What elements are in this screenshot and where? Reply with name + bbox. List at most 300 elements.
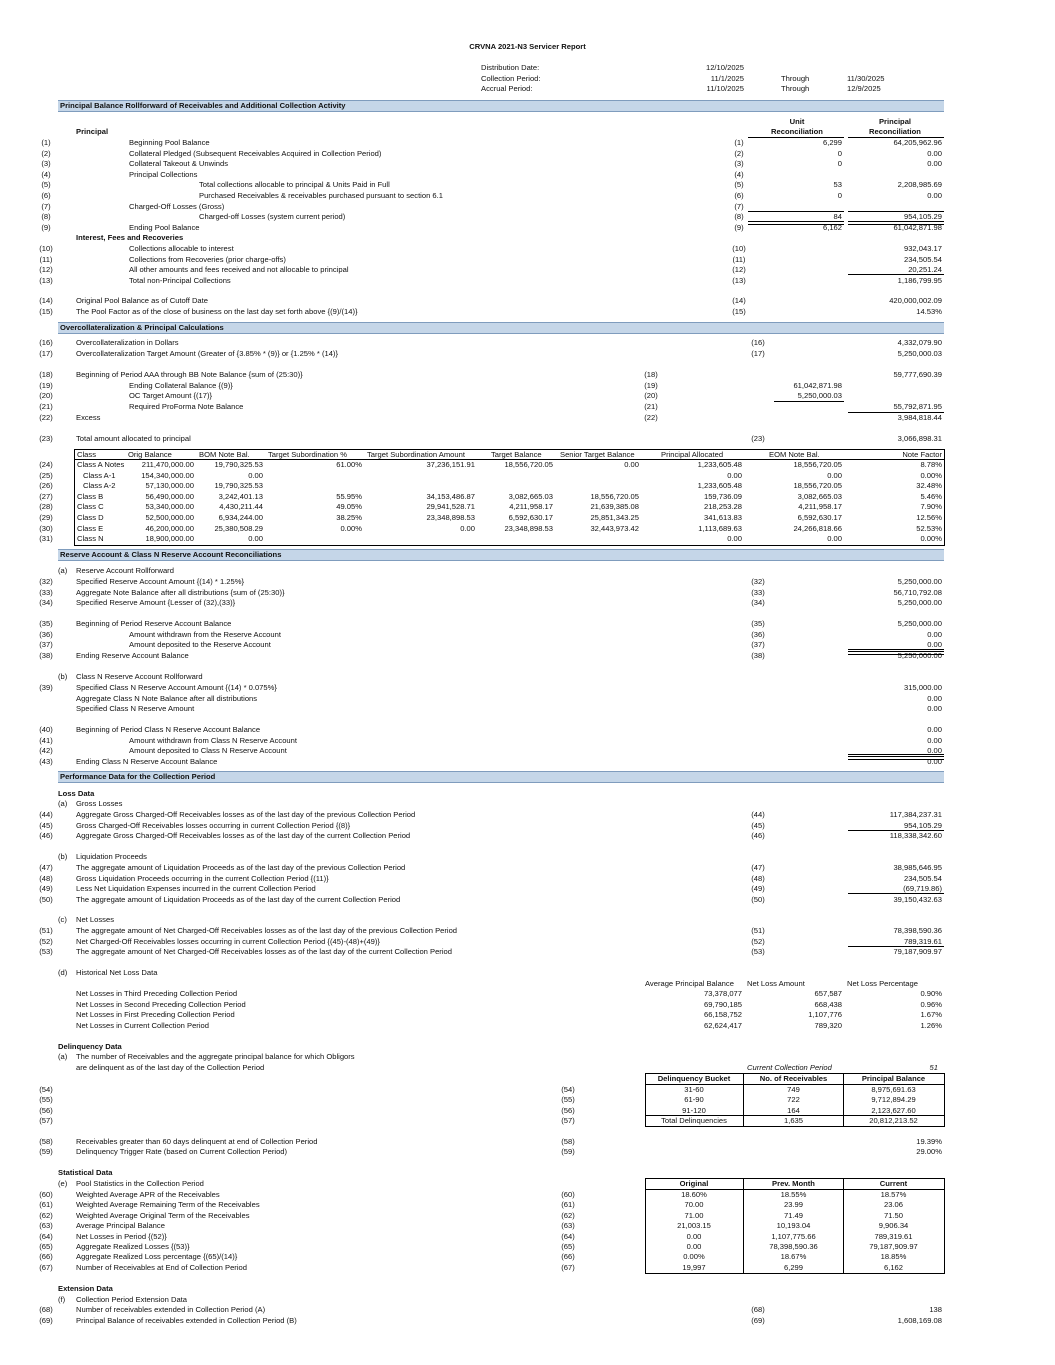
pool-row-label: The Pool Factor as of the close of business on the last day set forth above {(9)/(14)} [76,306,358,316]
row-number: (13) [39,275,53,285]
class-bom: 4,430,211.44 [219,502,263,512]
row-ref-number: (6) [734,191,744,200]
delinquency-count: 164 [787,1105,800,1115]
class-name: Class B [77,491,104,501]
row-ref-number: (56) [561,1105,575,1115]
accrual-period-start: 11/10/2025 [706,84,744,93]
row-ref-number: (65) [561,1242,575,1251]
unit-value: 84 [833,212,842,222]
gross-loss-label: Aggregate Gross Charged-Off Receivables losses as of the last day of the current Collection Period [76,831,411,841]
stats-row-label: Weighted Average Original Term of the Receivables [76,1210,250,1220]
row-ref-number: (48) [751,873,765,883]
stats-original: 21,003.15 [677,1221,711,1231]
delinquency-rate: 19.39% [916,1137,942,1146]
net-loss-amount: 789,319.61 [903,936,942,946]
class-pa: 1,233,605.48 [697,460,742,469]
class-n-row-label: Ending Class N Reserve Account Balance [76,756,218,766]
row-number: (20) [39,391,53,400]
hist-net-loss-pct: 0.90% [920,989,942,998]
class-n-amount: 0.00 [927,704,942,714]
class-n-amount: 0.00 [927,693,942,703]
liquidation-label: The aggregate amount of Liquidation Proceeds as of the last day of the current Collection Period [76,894,401,904]
row-ref-number: (13) [732,275,746,285]
principal-reconciliation-header: Principal [878,117,912,126]
hist-net-loss: 1,107,776 [808,1010,842,1020]
stats-original: 0.00% [683,1252,705,1262]
class-bom: 0.00 [248,470,263,480]
row-ref-number: (35) [751,619,765,628]
class-table-header: Note Factor [902,450,942,459]
row-number: (5) [41,180,51,190]
row-ref-number: (50) [751,894,765,904]
stats-prev-month: 71.49 [783,1210,803,1220]
hist-header: Net Loss Percentage [847,979,918,988]
stats-header: Current [879,1179,908,1188]
row-ref-number: (5) [734,180,744,190]
class-nf: 12.56% [916,513,942,522]
stats-row-label: Average Principal Balance [76,1221,165,1231]
loss-data-heading: Loss Data [58,789,95,798]
stats-original: 70.00 [684,1200,704,1210]
class-pa: 218,253.28 [703,502,742,512]
class-eom: 0.00 [827,470,842,480]
delinquency-balance: 8,975,691.63 [871,1085,916,1094]
principal-row-label: Total collections allocable to principal & Units Paid in Full [199,180,390,190]
row-ref-number: (37) [751,640,765,650]
stats-prev-month: 23.99 [783,1200,803,1210]
pool-row-label: Original Pool Balance as of Cutoff Date [76,296,208,305]
interest-fees-heading: Interest, Fees and Recoveries [76,233,184,242]
delinquency-header: Principal Balance [861,1074,926,1083]
row-number: (38) [39,650,53,660]
extension-data-heading: Extension Data [58,1284,113,1293]
hist-net-loss-pct: 1.26% [920,1020,942,1030]
class-tb: 3,082,665.03 [508,491,553,501]
row-number: (51) [39,926,53,935]
stats-original: 0.00 [686,1231,702,1241]
row-ref-number: (44) [751,810,765,819]
class-name: Class N [77,534,104,544]
interest-row-label: Collections allocable to interest [129,244,234,253]
principal-row-label: Charged-Off Losses (Gross) [129,201,225,211]
subsection-heading: Gross Losses [76,799,123,808]
liquidation-amount: (69,719.86) [903,884,942,894]
row-ref-number: (22) [644,413,658,422]
row-number: (34) [39,598,53,608]
row-number: (16) [39,338,53,347]
row-number: (63) [39,1221,53,1231]
row-number: (6) [41,191,51,200]
row-ref-number: (67) [561,1262,575,1272]
row-number: (52) [39,936,53,946]
reserve-amount: 0.00 [927,640,942,650]
extension-amount: 138 [929,1305,942,1314]
row-ref-number: (11) [732,254,746,264]
stats-current: 71.50 [883,1210,903,1220]
stats-row-label: Weighted Average Remaining Term of the Receivables [76,1200,260,1210]
row-ref-number: (60) [561,1190,575,1199]
extension-amount: 1,608,169.08 [897,1315,942,1325]
row-ref-number: (18) [644,370,658,379]
class-n-row-label: Aggregate Class N Note Balance after all distributions [76,693,258,703]
interest-row-label: All other amounts and fees received and not allocable to principal [129,265,349,275]
row-number: (60) [39,1190,53,1199]
row-number: (21) [39,402,53,411]
delinquency-row-label: Receivables greater than 60 days delinquent at end of Collection Period [76,1137,318,1146]
stats-prev-month: 18.55% [780,1190,807,1199]
class-tsp: 55.95% [336,491,362,501]
row-ref-number: (21) [644,402,658,411]
stats-current: 18.57% [880,1190,907,1199]
row-ref-number: (62) [561,1210,575,1220]
row-number: (35) [39,619,53,628]
principal-heading: Principal [76,127,109,136]
class-stb: 0.00 [624,460,639,469]
subsection-heading: Historical Net Loss Data [76,968,158,977]
oc-row-label: OC Target Amount {(17)} [129,391,213,400]
row-number: (50) [39,894,53,904]
accrual-period-label: Accrual Period: [481,84,533,93]
subsection-label: (e) [58,1179,68,1188]
stats-header: Prev. Month [772,1179,815,1188]
gross-loss-label: Gross Charged-Off Receivables losses occurring in current Collection Period {(8)} [76,820,351,830]
class-tb: 23,348,898.53 [504,523,553,533]
class-name: Class A-2 [83,481,116,491]
stats-original: 0.00 [686,1242,702,1251]
row-number: (62) [39,1210,53,1220]
hist-header: Net Loss Amount [747,979,805,988]
net-loss-label: The aggregate amount of Net Charged-Off Receivables losses as of the last day of the current Collection Period [76,947,452,957]
distribution-date-label: Distribution Date: [481,63,540,72]
class-n-row-label: Amount withdrawn from Class N Reserve Account [129,735,297,745]
row-ref-number: (38) [751,650,765,660]
oc-row-label: Ending Collateral Balance {(9)} [129,381,233,390]
oc-amount: 59,777,690.39 [893,370,942,379]
delinquency-description: are delinquent as of the last day of the Collection Period [76,1063,265,1072]
row-number: (19) [39,381,53,390]
subsection-heading: Reserve Account Rollforward [76,566,174,575]
stats-prev-month: 1,107,775.66 [771,1231,816,1241]
row-ref-number: (2) [734,148,744,158]
hist-row-label: Net Losses in Current Collection Period [76,1020,209,1030]
section-header-overcollateralization: Overcollateralization & Principal Calculations [58,322,944,334]
class-table-header: Target Balance [491,450,542,459]
row-ref-number: (55) [561,1095,575,1105]
principal-amount: 954,105.29 [903,212,942,222]
oc-row-label: Beginning of Period AAA through BB Note Balance {sum of (25:30)} [76,370,303,379]
reserve-row-label: Specified Reserve Account Amount {(14) * 1.25%} [76,577,245,586]
row-number: (61) [39,1200,53,1210]
delinquency-count: 749 [787,1085,800,1094]
row-ref-number: (36) [751,629,765,639]
collection-period-end: 11/30/2025 [847,74,885,83]
hist-avg-principal: 62,624,417 [703,1020,742,1030]
class-eom: 3,082,665.03 [797,491,842,501]
reserve-row-label: Beginning of Period Reserve Account Balance [76,619,232,628]
row-ref-number: (16) [751,338,765,347]
interest-row-label: Collections from Recoveries (prior charge-offs) [129,254,286,264]
row-ref-number: (57) [561,1116,575,1126]
oc-row-label: Total amount allocated to principal [76,434,191,443]
net-loss-amount: 79,187,909.97 [893,947,942,957]
principal-row-label: Purchased Receivables & receivables purchased pursuant to section 6.1 [199,191,443,200]
hist-avg-principal: 69,790,185 [703,999,742,1009]
net-loss-amount: 78,398,590.36 [893,926,942,935]
row-number: (59) [39,1147,53,1156]
row-number: (29) [39,513,53,522]
orig-balance: 46,200,000.00 [145,523,194,533]
row-ref-number: (17) [751,348,765,358]
class-eom: 4,211,958.17 [798,502,842,512]
row-number: (26) [39,481,53,491]
class-bom: 19,790,325.53 [214,481,263,491]
class-n-amount: 315,000.00 [903,683,942,692]
section-header-principal-rollforward: Principal Balance Rollforward of Receivables and Additional Collection Activity [58,100,944,112]
class-table-header: BOM Note Bal. [199,450,250,459]
row-ref-number: (61) [561,1200,575,1210]
class-bom: 19,790,325.53 [214,460,263,469]
delinquency-heading: Delinquency Data [58,1042,122,1051]
delinquency-bucket: Total Delinquencies [661,1116,727,1126]
row-ref-number: (3) [734,159,744,169]
unit-reconciliation-header: Reconciliation [771,127,823,136]
principal-row-label: Charged-off Losses (system current period) [199,212,346,222]
row-ref-number: (14) [732,296,746,305]
row-number: (4) [41,169,51,179]
interest-row-label: Total non-Principal Collections [129,275,231,285]
class-name: Class A Notes [77,460,125,469]
subsection-label: (b) [58,852,68,861]
row-number: (22) [39,413,53,422]
row-ref-number: (51) [751,926,765,935]
class-pa: 1,233,605.48 [697,481,742,491]
subsection-label: (c) [58,915,67,924]
hist-net-loss-pct: 1.67% [920,1010,942,1020]
row-number: (66) [39,1252,53,1262]
liquidation-label: The aggregate amount of Liquidation Proceeds as of the last day of the previous Collection Period [76,863,406,872]
class-pa: 1,113,689.63 [698,523,742,533]
stats-original: 71.00 [684,1210,704,1220]
class-bom: 6,934,244.00 [218,513,263,522]
extension-row-label: Number of receivables extended in Collection Period (A) [76,1305,266,1314]
principal-amount: 0.00 [927,191,942,200]
class-eom: 0.00 [827,534,842,544]
class-tb: 6,592,630.17 [508,513,553,522]
row-number: (64) [39,1231,53,1241]
subsection-label: (a) [58,799,68,808]
interest-amount: 932,043.17 [903,244,942,253]
liquidation-amount: 39,150,432.63 [893,894,942,904]
hist-row-label: Net Losses in Third Preceding Collection Period [76,989,238,998]
class-tsp: 0.00% [340,523,362,533]
delinquency-header: Delinquency Bucket [657,1074,731,1083]
liquidation-label: Gross Liquidation Proceeds occurring in the current Collection Period {(11)} [76,873,329,883]
unit-value: 0 [837,148,842,158]
row-number: (14) [39,296,53,305]
delinquency-bucket: 31-60 [684,1085,704,1094]
unit-value: 6,162 [822,222,842,232]
row-number: (27) [39,491,53,501]
row-ref-number: (64) [561,1231,575,1241]
pool-amount: 14.53% [916,306,942,316]
class-tb: 18,556,720.05 [504,460,553,469]
reserve-row-label: Amount withdrawn from the Reserve Account [129,629,281,639]
class-eom: 18,556,720.05 [793,460,842,469]
row-number: (11) [39,254,53,264]
principal-amount: 64,205,962.96 [893,138,942,147]
row-number: (47) [39,863,53,872]
stats-row-label: Weighted Average APR of the Receivables [76,1190,220,1199]
class-n-amount: 0.00 [927,756,942,766]
stats-header: Original [679,1179,709,1188]
section-header-performance-data: Performance Data for the Collection Period [58,771,944,783]
row-number: (8) [41,212,51,222]
stats-original: 19,997 [682,1262,706,1272]
delinquency-count: 722 [787,1095,800,1105]
delinquency-bucket: 61-90 [684,1095,704,1105]
row-ref-number: (4) [734,169,744,179]
row-number: (10) [39,244,53,253]
class-table-header: EOM Note Bal. [769,450,820,459]
interest-amount: 20,251.24 [908,265,942,275]
subsection-heading: Liquidation Proceeds [76,852,147,861]
reserve-amount: 5,250,000.00 [897,619,942,628]
row-number: (48) [39,873,53,883]
class-eom: 24,266,818.66 [793,523,842,533]
class-eom: 18,556,720.05 [793,481,842,491]
class-nf: 7.90% [920,502,942,512]
stats-current: 6,162 [883,1262,903,1272]
hist-net-loss: 789,320 [814,1020,842,1030]
stats-row-label: Number of Receivables at End of Collection Period [76,1262,247,1272]
reserve-amount: 5,250,000.00 [897,577,942,586]
oc-amount: 5,250,000.03 [897,348,942,358]
class-table-header: Target Subordination % [268,450,347,459]
collection-period-label: Collection Period: [481,74,541,83]
row-number: (12) [39,265,53,275]
row-ref-number: (59) [561,1147,575,1156]
row-number: (69) [39,1315,53,1325]
stats-prev-month: 10,193.04 [776,1221,811,1231]
subsection-label: (d) [58,968,68,977]
class-name: Class C [77,502,104,512]
delinquency-description: The number of Receivables and the aggregate principal balance for which Obligors [76,1052,355,1061]
gross-loss-amount: 954,105.29 [903,820,942,830]
class-table-header: Senior Target Balance [560,450,635,459]
subsection-label: (f) [58,1295,66,1304]
subsection-label: (b) [58,672,68,681]
principal-amount: 61,042,871.98 [893,222,942,232]
stats-current: 18.85% [880,1252,907,1262]
principal-reconciliation-header: Reconciliation [869,127,921,136]
hist-row-label: Net Losses in Second Preceding Collection Period [76,999,246,1009]
unit-reconciliation-header: Unit [789,117,805,126]
row-number: (36) [39,629,53,639]
reserve-row-label: Ending Reserve Account Balance [76,650,189,660]
class-n-row-label: Beginning of Period Class N Reserve Account Balance [76,725,261,734]
class-n-amount: 0.00 [927,735,942,745]
row-number: (2) [41,148,51,158]
class-pa: 341,613.83 [703,513,742,522]
gross-loss-label: Aggregate Gross Charged-Off Receivables losses as of the last day of the previous Collection Period [76,810,416,819]
delinquency-balance: 9,712,894.29 [871,1095,916,1105]
through-label: Through [781,84,810,93]
row-number: (58) [39,1137,53,1146]
class-nf: 0.00% [920,534,942,544]
row-number: (28) [39,502,53,512]
principal-amount: 2,208,985.69 [897,180,942,190]
row-ref-number: (45) [751,820,765,830]
row-number: (65) [39,1242,53,1251]
class-table-header: Target Subordination Amount [367,450,465,459]
class-tsa: 29,941,528.71 [426,502,475,512]
principal-row-label: Beginning Pool Balance [129,138,210,147]
subsection-heading: Class N Reserve Account Rollforward [76,672,203,681]
class-tsa: 0.00 [460,523,475,533]
subsection-heading: Pool Statistics in the Collection Period [76,1179,204,1188]
row-ref-number: (63) [561,1221,575,1231]
row-number: (41) [39,735,53,745]
principal-row-label: Ending Pool Balance [129,222,200,232]
orig-balance: 211,470,000.00 [141,460,194,469]
row-number: (7) [41,201,51,211]
oc-row-label: Excess [76,413,101,422]
stats-prev-month: 18.67% [780,1252,807,1262]
hist-net-loss: 668,438 [814,999,842,1009]
row-number: (24) [39,460,53,469]
row-number: (31) [39,534,53,544]
delinquency-row-label: Delinquency Trigger Rate (based on Current Collection Period) [76,1147,288,1156]
reserve-amount: 0.00 [927,629,942,639]
row-number: (1) [41,138,51,147]
class-table-header: Principal Allocated [661,450,724,459]
row-number: (45) [39,820,53,830]
row-number: (68) [39,1305,53,1314]
distribution-date: 12/10/2025 [705,63,744,72]
liquidation-label: Less Net Liquidation Expenses incurred in the current Collection Period [76,884,316,894]
row-ref-number: (32) [751,577,765,586]
class-pa: 0.00 [727,470,742,480]
class-eom: 6,592,630.17 [797,513,842,522]
class-pa: 0.00 [727,534,742,544]
row-number: (55) [39,1095,53,1105]
subsection-heading: Net Losses [76,915,114,924]
section-header-reserve-account: Reserve Account & Class N Reserve Account Reconciliations [58,549,944,561]
class-tsa: 23,348,898.53 [426,513,475,522]
class-stb: 25,851,343.25 [590,513,639,522]
class-n-row-label: Specified Class N Reserve Amount [76,704,195,714]
extension-row-label: Principal Balance of receivables extended in Collection Period (B) [76,1315,297,1325]
row-ref-number: (7) [734,201,744,211]
delinquency-bucket: 91-120 [682,1105,706,1115]
class-nf: 52.53% [916,523,942,533]
stats-row-label: Net Losses in Period {(52)} [76,1231,167,1241]
row-ref-number: (46) [751,831,765,841]
row-ref-number: (20) [644,391,658,400]
row-number: (44) [39,810,53,819]
hist-row-label: Net Losses in First Preceding Collection Period [76,1010,235,1020]
hist-net-loss: 657,587 [814,989,842,998]
class-table-header: Class [77,450,96,459]
row-number: (54) [39,1085,53,1094]
row-ref-number: (8) [734,212,744,222]
row-number: (56) [39,1105,53,1115]
orig-balance: 56,490,000.00 [145,491,194,501]
row-number: (53) [39,947,53,957]
class-tsp: 38.25% [336,513,362,522]
class-tsa: 34,153,486.87 [426,491,475,501]
row-number: (32) [39,577,53,586]
